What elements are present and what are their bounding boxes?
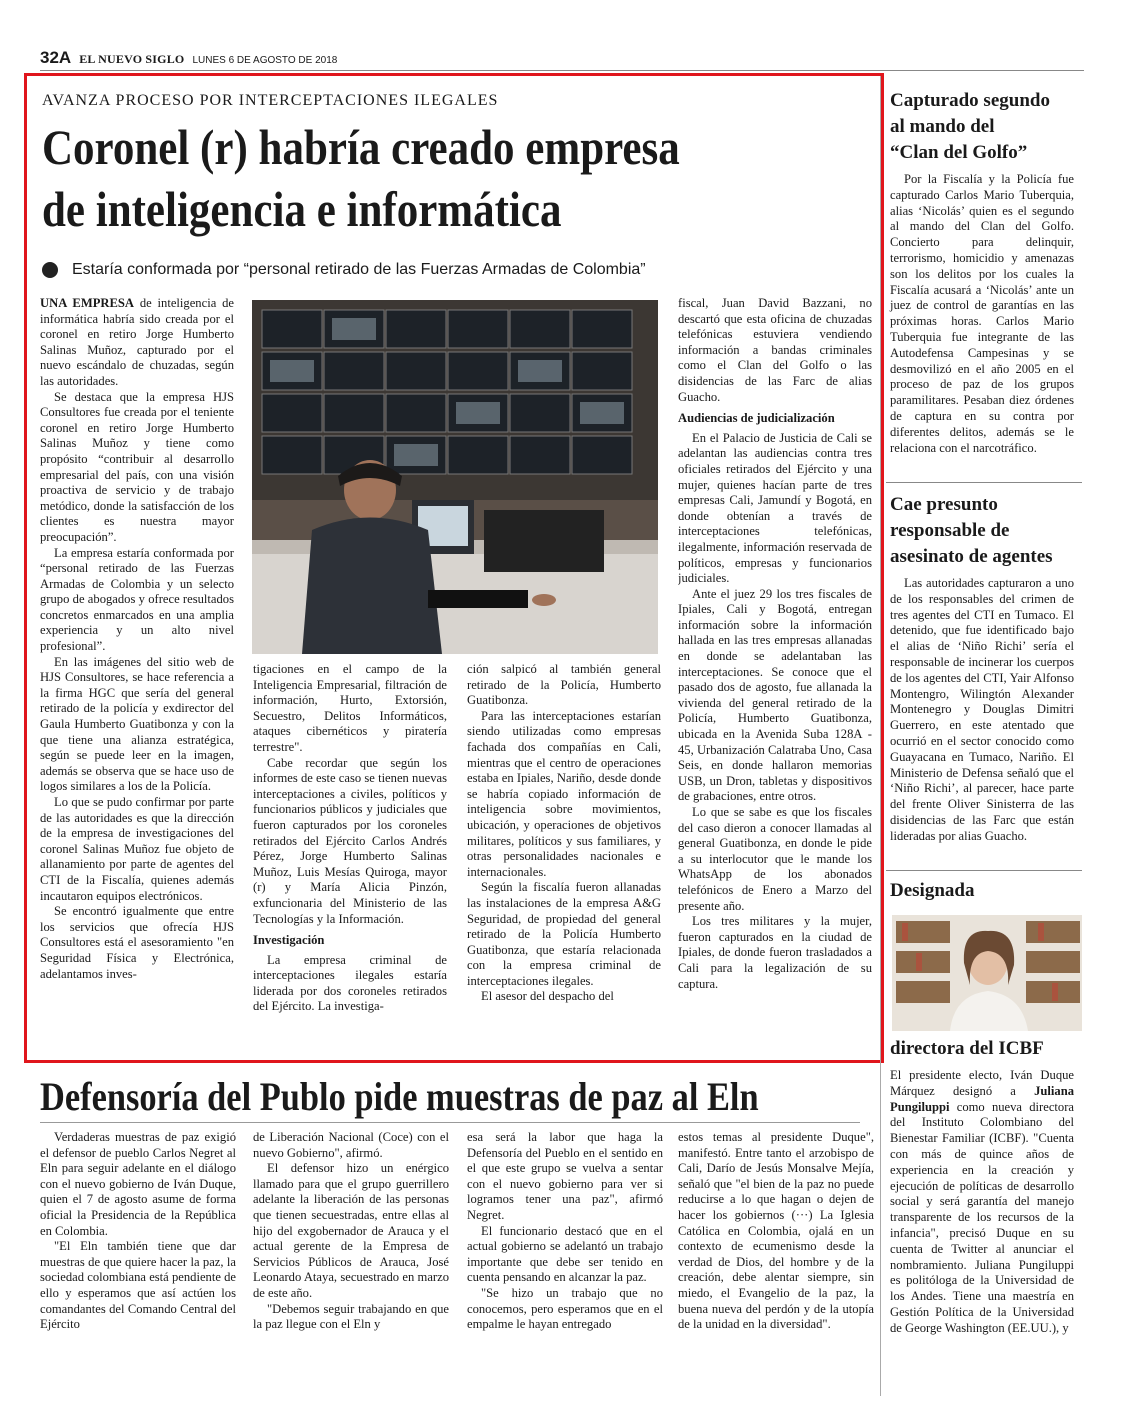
paragraph: Lo que se pudo confirmar por parte de las autoridades es que la dirección de la empresa de investigaciones del coronel Salinas Muñoz fue objeto de allanamiento por parte de agentes del CTI de la Fiscalía, quienes además incautaron equipos electrónicos. bbox=[40, 795, 234, 903]
title-line: Capturado segundo bbox=[890, 90, 1050, 111]
page-folio bbox=[40, 48, 337, 70]
sidebar-story-3 bbox=[880, 1036, 1080, 1396]
paragraph bbox=[40, 296, 234, 390]
paragraph: El defensor hizo un enérgico llamado para que el grupo guerrillero adelante la liberación de las personas que tienen secuestradas, entre ellas al hijo del exgobernador de Arauca y el actual gerente de la Empresa de Servicios Públicos de Arauca, José Leonardo Ataya, secuestrado en marzo de este año. bbox=[253, 1161, 449, 1300]
sidebar-story-2 bbox=[880, 492, 1080, 872]
title-line: al mando del bbox=[890, 116, 995, 137]
paragraph: La empresa estaría conformada por “personal retirado de las Fuerzas Armadas de Colombia y un selecto grupo de abogados y ofrece resultados concretos enmarcados en una amplia experiencia y un alto nivel profesional”. bbox=[40, 545, 234, 654]
story-kicker: AVANZA PROCESO POR INTERCEPTACIONES ILEGALES bbox=[42, 92, 499, 109]
main-headline bbox=[42, 116, 756, 240]
subheadline bbox=[42, 261, 646, 279]
paragraph: estos temas al presidente Duque", manifestó. Entre tanto el arzobispo de Cali, Darío de Jesús Monsalve Mejía, señaló que "el bien de la paz no puede reducirse a lo que hagan o dejen de hacer los gobiernos (···) La Iglesia Católica en Colombia, ojalá en un contexto de ecumenismo desde la verdad de Dios, del hombre y de la creación, debe alentar siempre, sin miedo, el Evangelio de la paz, la buena nueva del perdón y de la utopía de la unidad en la diversidad". bbox=[678, 1130, 874, 1332]
paragraph bbox=[890, 1068, 1074, 1337]
sidebar-rule bbox=[886, 482, 1082, 483]
folio-rule bbox=[40, 70, 1084, 71]
sidebar-story-1 bbox=[880, 88, 1080, 478]
title-line: responsable de bbox=[890, 520, 1010, 541]
second-column-4 bbox=[678, 1130, 874, 1400]
paragraph: Los tres militares y la mujer, fueron capturados en la ciudad de Ipiales, de donde fueron trasladados a Cali para la legalización de su captura. bbox=[678, 914, 872, 991]
main-column-3 bbox=[467, 662, 661, 1044]
title-line: asesinato de agentes bbox=[890, 546, 1053, 567]
page-number: 32A bbox=[40, 48, 72, 67]
sidebar-title bbox=[890, 492, 1080, 570]
paragraph: Según la fiscalía fueron allanadas las instalaciones de la empresa A&G Seguridad, de propiedad del general retirado de la Policía Humberto Guatibonza, que estaría relacionada con la empresa criminal de interceptaciones ilegales. bbox=[467, 880, 661, 988]
paragraph: Verdaderas muestras de paz exigió el defensor de pueblo Carlos Negret al Eln para seguir adelante en el diálogo con el nuevo gobierno de Iván Duque, quien el 7 de agosto asume de forma oficial la Presidencia de la República en Colombia. bbox=[40, 1130, 236, 1238]
bullet-icon bbox=[42, 262, 58, 278]
lead-in: UNA EMPRESA bbox=[40, 296, 134, 310]
paragraph: Para las interceptaciones estarían siendo utilizadas como empresas fachada dos compañías en Cali, mientras que el centro de operaciones estaba en Ipiales, Nariño, desde donde se habría copiado información de inteligencia sobre movimientos, ubicación, y operaciones de objetivos militares, políticos y sus familiares, y otras personalidades nacionales e internacionales. bbox=[467, 708, 661, 879]
title-line: “Clan del Golfo” bbox=[890, 142, 1028, 163]
sidebar-text bbox=[880, 1068, 1080, 1337]
paragraph: "Se hizo un trabajo que no conocemos, pero esperamos que en el empalme le hayan entregado bbox=[467, 1285, 663, 1332]
main-column-1 bbox=[40, 296, 234, 1044]
headline-line-2: de inteligencia e informática bbox=[42, 181, 562, 237]
paragraph: esa será la labor que haga la Defensoría del Pueblo en el sentido en el que este grupo se vuelva a sentar con el nuevo gobierno para ver si logramos tener una paz", afirmó Negret. bbox=[467, 1130, 663, 1222]
paragraph: fiscal, Juan David Bazzani, no descartó que esta oficina de chuzadas telefónicas estuviera vendiendo información a bandas criminales como el Clan del Golfo o las disidencias de las Farc de alias Guacho. bbox=[678, 296, 872, 404]
section-heading: Audiencias de judicialización bbox=[678, 411, 835, 426]
paragraph: El funcionario destacó que en el actual gobierno se adelantó un trabajo importante que debe ser tenido en cuenta pensando en alcanzar la paz. bbox=[467, 1223, 663, 1285]
sidebar-rule bbox=[886, 870, 1082, 871]
paragraph: Lo que se sabe es que los fiscales del caso dieron a conocer llamadas al general Guatibonza, en donde le pide a su interlocutor que le mande los WhatsApp de los abonados telefónicos de Enero a Marzo del presente año. bbox=[678, 805, 872, 913]
person-name: Juliana Pungiluppi bbox=[890, 1083, 1074, 1114]
paragraph: Por la Fiscalía y la Policía fue capturado Carlos Mario Tuberquia, alias ‘Nicolás’ quien es el segundo al mando del Clan del Golfo. Concierto para delinquir, terrorismo, homicidio y amenazas son los delitos por los cuales la Fiscalía acusará a ‘Nicolás’ ante un juez de control de garantías en las próximas horas. Carlos Mario Tuberquia fue integrante de las Autodefensa Campesinas y se desmovilizó en el año 2005 en el proceso de paz de los grupos paramilitares. Pesaban diez órdenes de captura en su contra por diferentes delitos, además se le relaciona con el narcotráfico. bbox=[890, 172, 1074, 455]
title-line: Cae presunto bbox=[890, 494, 998, 515]
paragraph: En el Palacio de Justicia de Cali se adelantan las audiencias contra tres oficiales retirados del Ejército y una mujer, quienes hacían parte de tres empresas Cali, Jamundí y Bogotá, en donde obtenían a través de interceptaciones telefónicas, ilegalmente, información reservada de políticos, empresas y funcionarios judiciales. bbox=[678, 430, 872, 586]
main-column-4 bbox=[678, 296, 872, 1048]
sidebar-text bbox=[880, 576, 1080, 845]
second-column-2 bbox=[253, 1130, 449, 1400]
paragraph: "Debemos seguir trabajando en que la paz llegue con el Eln y bbox=[253, 1301, 449, 1332]
section-heading: Investigación bbox=[253, 933, 325, 948]
paragraph: Las autoridades capturaron a uno de los responsables del crimen de tres agentes del CTI en Tumaco. El detenido, que fue identificado bajo el alias de ‘Niño Richi’ sería el responsable de incinerar los cuerpos de los agentes del CTI, Yair Alfonso Montengro, Wilingtón Alexander Montenegro y Douglas Dimitri Guerrero, en este atentado que ocurrió en el sector conocido como Guayacana en Tumaco, Nariño. El Ministerio de Defensa señaló que el ‘Niño Richi’, al parecer, hace parte del frente Oliver Sinisterra de las disidencias de las Farc que están lideradas por alias Guacho. bbox=[890, 576, 1074, 843]
paragraph: "El Eln también tiene que dar muestras de que quiere hacer la paz, la sociedad colombiana está pendiente de ello y esperamos que así actúen los comandantes del Comando Central del Ejército bbox=[40, 1239, 236, 1332]
headline-rule bbox=[40, 1122, 860, 1123]
paragraph: Se encontró igualmente que entre los servicios que ofrecía HJS Consultores está el asesoramiento "en Seguridad Física y Electrónica, adelantamos inves- bbox=[40, 904, 234, 981]
control-room-photo bbox=[252, 300, 658, 654]
paragraph-text: como nueva directora del Instituto Colombiano del Bienestar Familiar (ICBF). "Cuenta con más de quince años de experiencia en la creación y ejecución de políticas de desarrollo social y será garantía del manejo transparente de los recursos de la infancia", precisó Duque en su cuenta de Twitter al anunciar el nombramiento. Juliana Pungiluppi es politóloga de la Universidad de los Andes. Tiene una maestría en Gestión Política de la Universidad de George Washington (EE.UU.), y bbox=[890, 1099, 1074, 1335]
newspaper-name: EL NUEVO SIGLO bbox=[79, 52, 185, 66]
sidebar-title bbox=[890, 88, 1080, 166]
second-column-3 bbox=[467, 1130, 663, 1400]
portrait-illustration bbox=[892, 915, 1082, 1031]
paragraph-text: El presidente electo, Iván Duque Márquez designó a bbox=[890, 1068, 1074, 1098]
paragraph: El asesor del despacho del bbox=[481, 989, 614, 1004]
paragraph: de Liberación Nacional (Coce) con el nuevo Gobierno", afirmó. bbox=[253, 1130, 449, 1160]
headline-line-1: Coronel (r) habría creado empresa bbox=[42, 119, 680, 175]
paragraph: ción salpicó al también general retirado de la Policía, Humberto Guatibonza. bbox=[467, 662, 661, 708]
paragraph: tigaciones en el campo de la Inteligencia Empresarial, filtración de información, Hurto, Extorsión, Secuestro, Delitos Informáticos, ataques cibernéticos y piratería terrestre". bbox=[253, 662, 447, 754]
paragraph: Ante el juez 29 los tres fiscales de Ipiales, Cali y Bogotá, entregan información sobre la información hallada en las tres empresas allanadas en donde se adelantaban las interceptaciones. Se conoce que el pasado dos de agosto, fue allanada la vivienda del general retirado de la Policía, Humberto Guatibonza, ubicada en la Avenida Suba 128A - 45, Urbanización Calatraba Uno, Casa Seis, en donde hallaron memorias USB, un Dron, tabletas y dispositivos de grabaciones, entre otros. bbox=[678, 586, 872, 804]
paragraph: Se destaca que la empresa HJS Consultores fue creada por el teniente coronel en retiro Jorge Humberto Salinas Muñoz y tiene como propósito “contribuir al desarrollo empresarial del país, con una visión proactiva de servicio y de trabajo metódico, donde la satisfacción de los clientes es nuestra mayor preocupación”. bbox=[40, 389, 234, 544]
sidebar-title: Designada bbox=[890, 880, 975, 901]
second-column-1 bbox=[40, 1130, 236, 1400]
control-room-illustration bbox=[252, 300, 658, 654]
sidebar-title: directora del ICBF bbox=[890, 1038, 1044, 1059]
subheadline-text: Estaría conformada por “personal retirado de las Fuerzas Armadas de Colombia” bbox=[72, 261, 646, 278]
sidebar-story-3-title bbox=[880, 878, 1080, 910]
issue-date: LUNES 6 DE AGOSTO DE 2018 bbox=[192, 55, 338, 66]
paragraph: En las imágenes del sitio web de HJS Consultores, se hace referencia a la firma HGC que sería del general retirado de la policía y exdirector del Gaula Humberto Guatibonza y con la que tiene una alianza estratégica, según se puede leer en la imagen, además se observa que se hace uso de logos similares a los de la Policía. bbox=[40, 654, 234, 794]
paragraph: La empresa criminal de interceptaciones ilegales estaría liderada por dos coroneles retirados del Ejército. La investiga- bbox=[253, 952, 447, 1014]
paragraph-text: de inteligencia de informática habría sido creada por el coronel en retiro Jorge Humberto Salinas Muñoz, capturado por el nuevo escándalo de chuzadas, según las autoridades. bbox=[40, 296, 234, 388]
portrait-photo bbox=[892, 915, 1082, 1031]
main-column-2 bbox=[253, 662, 447, 1044]
sidebar-text bbox=[880, 172, 1080, 456]
second-headline: Defensoría del Publo pide muestras de paz al Eln bbox=[40, 1074, 759, 1119]
paragraph: Cabe recordar que según los informes de este caso se tienen nuevas interceptaciones a civiles, políticos y funcionarios públicos y judiciales que fueron capturados por los coroneles retirados del Ejército Carlos Andrés Pérez, Jorge Humberto Salinas Muñoz, Luis Mesías Quiroga, mayor (r) y María Alicia Pinzón, exfuncionaria del Ministerio de las Tecnologías y la Información. bbox=[253, 755, 447, 926]
